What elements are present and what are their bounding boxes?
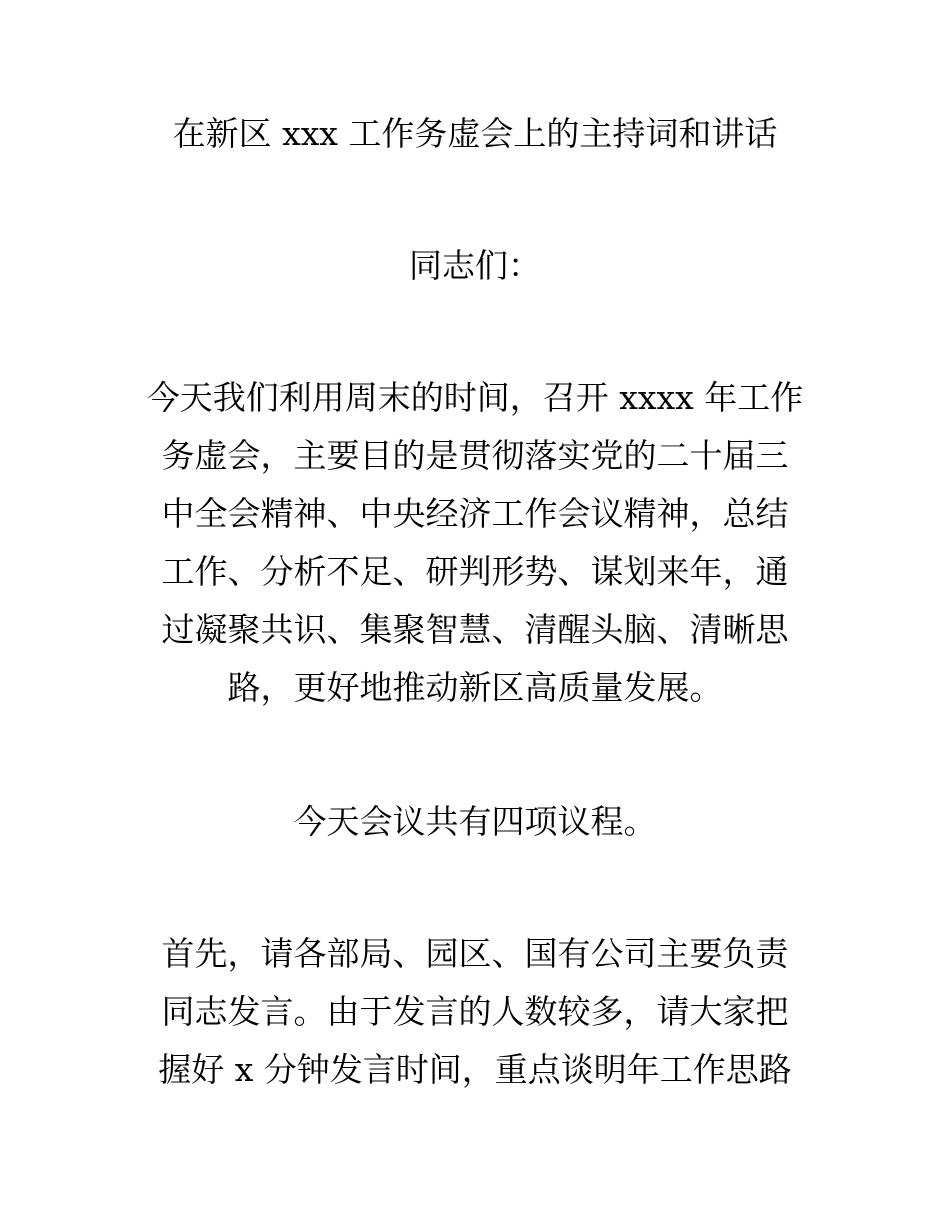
paragraph-1-line-2: 务虚会，主要目的是贯彻落实党的二十届三 (161, 436, 789, 475)
paragraph-1-line-6: 路，更好地推动新区高质量发展。 (227, 668, 723, 707)
paragraph-1-line-3: 中全会精神、中央经济工作会议精神，总结 (161, 494, 789, 533)
paragraph-3-line-2: 同志发言。由于发言的人数较多，请大家把 (161, 992, 789, 1031)
paragraph-1-line-1: 今天我们利用周末的时间，召开 xxxx 年工作 (146, 378, 804, 417)
paragraph-1-line-4: 工作、分析不足、研判形势、谋划来年，通 (161, 552, 789, 591)
paragraph-2-line-1: 今天会议共有四项议程。 (293, 802, 657, 841)
paragraph-1-line-5: 过凝聚共识、集聚智慧、清醒头脑、清晰思 (161, 610, 789, 649)
greeting: 同志们： (409, 246, 541, 285)
paragraph-3-line-3: 握好 x 分钟发言时间，重点谈明年工作思路 (158, 1050, 792, 1089)
paragraph-3-line-1: 首先，请各部局、园区、国有公司主要负责 (161, 934, 789, 973)
document-title: 在新区 xxx 工作务虚会上的主持词和讲话 (172, 114, 778, 153)
